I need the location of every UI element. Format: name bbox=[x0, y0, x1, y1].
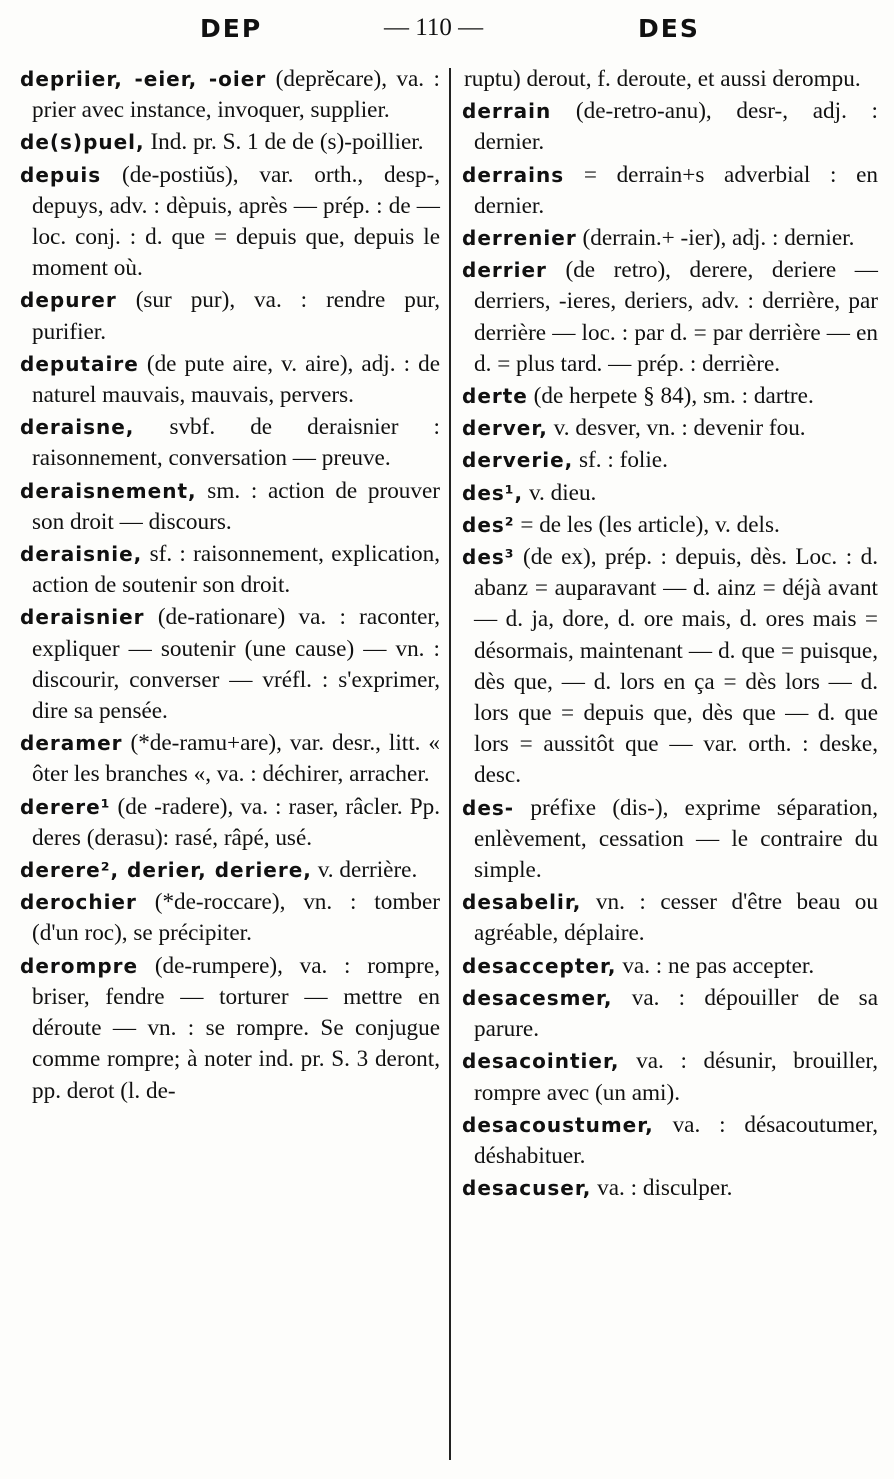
dictionary-entry bbox=[462, 793, 878, 887]
dictionary-entry bbox=[462, 160, 878, 222]
entry-headword: desacuser, bbox=[462, 1176, 592, 1201]
entry-headword: des² bbox=[462, 512, 515, 537]
entry-definition: (de-rumpere), va. : rompre, briser, fendre — torturer — mettre en déroute — vn. : se rompre. Se conjugue comme rompre; à noter ind. pr. S. 3 deront, pp. derot (l. de- bbox=[32, 952, 440, 1104]
dictionary-entry bbox=[20, 602, 440, 727]
dictionary-entry bbox=[20, 728, 440, 790]
entry-definition: v. dieu. bbox=[528, 479, 597, 506]
entry-definition: va. : désunir, brouiller, rompre avec (un ami). bbox=[474, 1048, 878, 1106]
entry-headword: derrier bbox=[462, 258, 547, 283]
entry-definition: (de herpete § 84), sm. : dartre. bbox=[533, 383, 814, 410]
entry-headword: derochier bbox=[20, 890, 137, 915]
entry-headword: des¹, bbox=[462, 480, 524, 505]
entry-definition: sf. : raisonnement, explication, action de soutenir son droit. bbox=[32, 541, 441, 599]
dictionary-entry bbox=[20, 412, 440, 474]
entry-definition: (de -radere), va. : raser, râcler. Pp. deres (derasu): rasé, râpé, usé. bbox=[32, 793, 441, 851]
entry-definition: (de-rationare) va. : raconter, expliquer — soutenir (une cause) — vn. : discourir, converser — vréfl. : s'exprimer, dire sa pensée. bbox=[32, 604, 441, 725]
dictionary-entry bbox=[462, 542, 878, 792]
entry-definition: préfixe (dis-), exprime séparation, enlèvement, cessation — le contraire du simple. bbox=[474, 794, 879, 884]
entry-headword: derverie, bbox=[462, 448, 574, 473]
entry-definition: = de les (les article), v. dels. bbox=[520, 511, 780, 538]
entry-definition: (sur pur), va. : rendre pur, purifier. bbox=[32, 287, 441, 345]
dictionary-entry bbox=[462, 478, 878, 509]
entry-definition: v. derrière. bbox=[317, 857, 418, 884]
entry-definition: va. : désacoutumer, déshabituer. bbox=[474, 1111, 878, 1169]
entry-headword: deraisne, bbox=[20, 415, 135, 440]
entry-headword: derrains bbox=[462, 162, 565, 187]
entry-headword: deraisnie, bbox=[20, 542, 143, 567]
left-column bbox=[20, 64, 440, 1108]
entry-headword: derver, bbox=[462, 416, 548, 441]
dictionary-entry bbox=[462, 510, 878, 541]
dictionary-entry bbox=[20, 476, 440, 538]
entry-headword: deraisnement, bbox=[20, 478, 197, 503]
right-column bbox=[462, 64, 878, 1205]
entry-headword: derte bbox=[462, 384, 528, 409]
entry-definition: sm. : action de prouver son droit — discours. bbox=[32, 477, 440, 535]
dictionary-entry bbox=[462, 223, 878, 254]
entry-headword: derompre bbox=[20, 953, 139, 978]
entry-definition: va. : ne pas accepter. bbox=[622, 952, 815, 979]
dictionary-entry bbox=[20, 887, 440, 949]
dictionary-entry bbox=[462, 983, 878, 1045]
dictionary-entry bbox=[20, 951, 440, 1107]
page-number: — 110 — bbox=[384, 14, 484, 41]
entry-headword: deraisnier bbox=[20, 605, 145, 630]
dictionary-entry bbox=[20, 539, 440, 601]
dictionary-entry bbox=[462, 951, 878, 982]
entry-headword: de(s)puel, bbox=[20, 130, 145, 155]
entry-definition: = derrain+s adverbial : en dernier. bbox=[474, 161, 878, 219]
entry-definition: svbf. de deraisnier : raisonnement, conversation — preuve. bbox=[32, 414, 440, 472]
dictionary-entry bbox=[20, 127, 440, 158]
entry-definition: (de-postiŭs), var. orth., desp-, depuys, adv. : dèpuis, après — prép. : de — loc. conj. : d. que = depuis que, depuis le moment où. bbox=[32, 161, 441, 282]
dictionary-entry bbox=[462, 1173, 878, 1204]
entry-headword: derrain bbox=[462, 99, 552, 124]
entry-headword: deputaire bbox=[20, 351, 139, 376]
entry-headword: derere¹ bbox=[20, 794, 111, 819]
entry-headword: depuis bbox=[20, 162, 102, 187]
dictionary-entry bbox=[20, 855, 440, 886]
entry-definition: vn. : cesser d'être beau ou agréable, déplaire. bbox=[474, 889, 878, 947]
entry-definition: ruptu) derout, f. deroute, et aussi derompu. bbox=[464, 66, 861, 92]
entry-headword: des³ bbox=[462, 545, 515, 570]
dictionary-entry bbox=[462, 255, 878, 380]
entry-headword: derrenier bbox=[462, 226, 577, 251]
dictionary-entry bbox=[462, 1046, 878, 1108]
entry-definition: sf. : folie. bbox=[579, 447, 668, 474]
entry-headword: des- bbox=[462, 795, 515, 820]
running-head-right: DES bbox=[638, 14, 700, 43]
entry-definition: Ind. pr. S. 1 de de (s)-poillier. bbox=[150, 129, 424, 156]
running-head bbox=[0, 14, 894, 48]
entry-definition: (derrain.+ -ier), adj. : dernier. bbox=[582, 225, 855, 252]
entry-definition: (de pute aire, v. aire), adj. : de naturel mauvais, mauvais, pervers. bbox=[32, 350, 440, 409]
dictionary-entry bbox=[462, 96, 878, 158]
entry-definition: (*de-roccare), vn. : tomber (d'un roc), se précipiter. bbox=[32, 889, 440, 947]
entry-headword: derere², derier, deriere, bbox=[20, 858, 312, 883]
dictionary-entry bbox=[462, 64, 878, 95]
entry-headword: desacoustumer, bbox=[462, 1112, 654, 1137]
entry-headword: desacesmer, bbox=[462, 985, 613, 1010]
entry-headword: depurer bbox=[20, 288, 117, 313]
entry-headword: desaccepter, bbox=[462, 953, 617, 978]
column-divider bbox=[449, 68, 451, 1460]
dictionary-entry bbox=[462, 887, 878, 949]
dictionary-entry bbox=[20, 160, 440, 285]
entry-definition: v. desver, vn. : devenir fou. bbox=[553, 415, 806, 442]
entry-definition: va. : disculper. bbox=[597, 1175, 733, 1202]
running-head-left: DEP bbox=[200, 14, 263, 43]
dictionary-entry bbox=[462, 413, 878, 444]
dictionary-entry bbox=[20, 285, 440, 347]
dictionary-entry bbox=[462, 1110, 878, 1172]
entry-definition: (deprĕcare), va. : prier avec instance, invoquer, supplier. bbox=[32, 66, 440, 124]
entry-definition: (de-retro-anu), desr-, adj. : dernier. bbox=[474, 98, 879, 156]
entry-definition: (de retro), derere, deriere — derriers, -ieres, deriers, adv. : derrière, par derrière — loc. : par d. = par derrière — en d. = plus tard. — prép. : derrière. bbox=[474, 257, 878, 377]
entry-headword: deramer bbox=[20, 731, 123, 756]
entry-headword: desacointier, bbox=[462, 1049, 620, 1074]
dictionary-entry bbox=[20, 792, 440, 854]
entry-definition: (de ex), prép. : depuis, dès. Loc. : d. abanz = auparavant — d. ainz = déjà avant — d. ja, dore, d. ore mais, d. ores mais = désormais, maintenant — d. que = puisque, dès que, — d. lors en ça = dès lors — d. lors que = depuis que, dès que — d. que lors = aussitôt que — var. orth. : deske, desc. bbox=[474, 544, 879, 789]
dictionary-entry bbox=[20, 349, 440, 411]
entry-definition: (*de-ramu+are), var. desr., litt. « ôter les branches «, va. : déchirer, arracher. bbox=[32, 730, 441, 788]
entry-headword: desabelir, bbox=[462, 890, 582, 915]
entry-definition: va. : dépouiller de sa parure. bbox=[474, 984, 878, 1043]
dictionary-entry bbox=[462, 381, 878, 412]
dictionary-entry bbox=[20, 64, 440, 126]
entry-headword: depriier, -eier, -oier bbox=[20, 67, 267, 91]
dictionary-entry bbox=[462, 445, 878, 476]
